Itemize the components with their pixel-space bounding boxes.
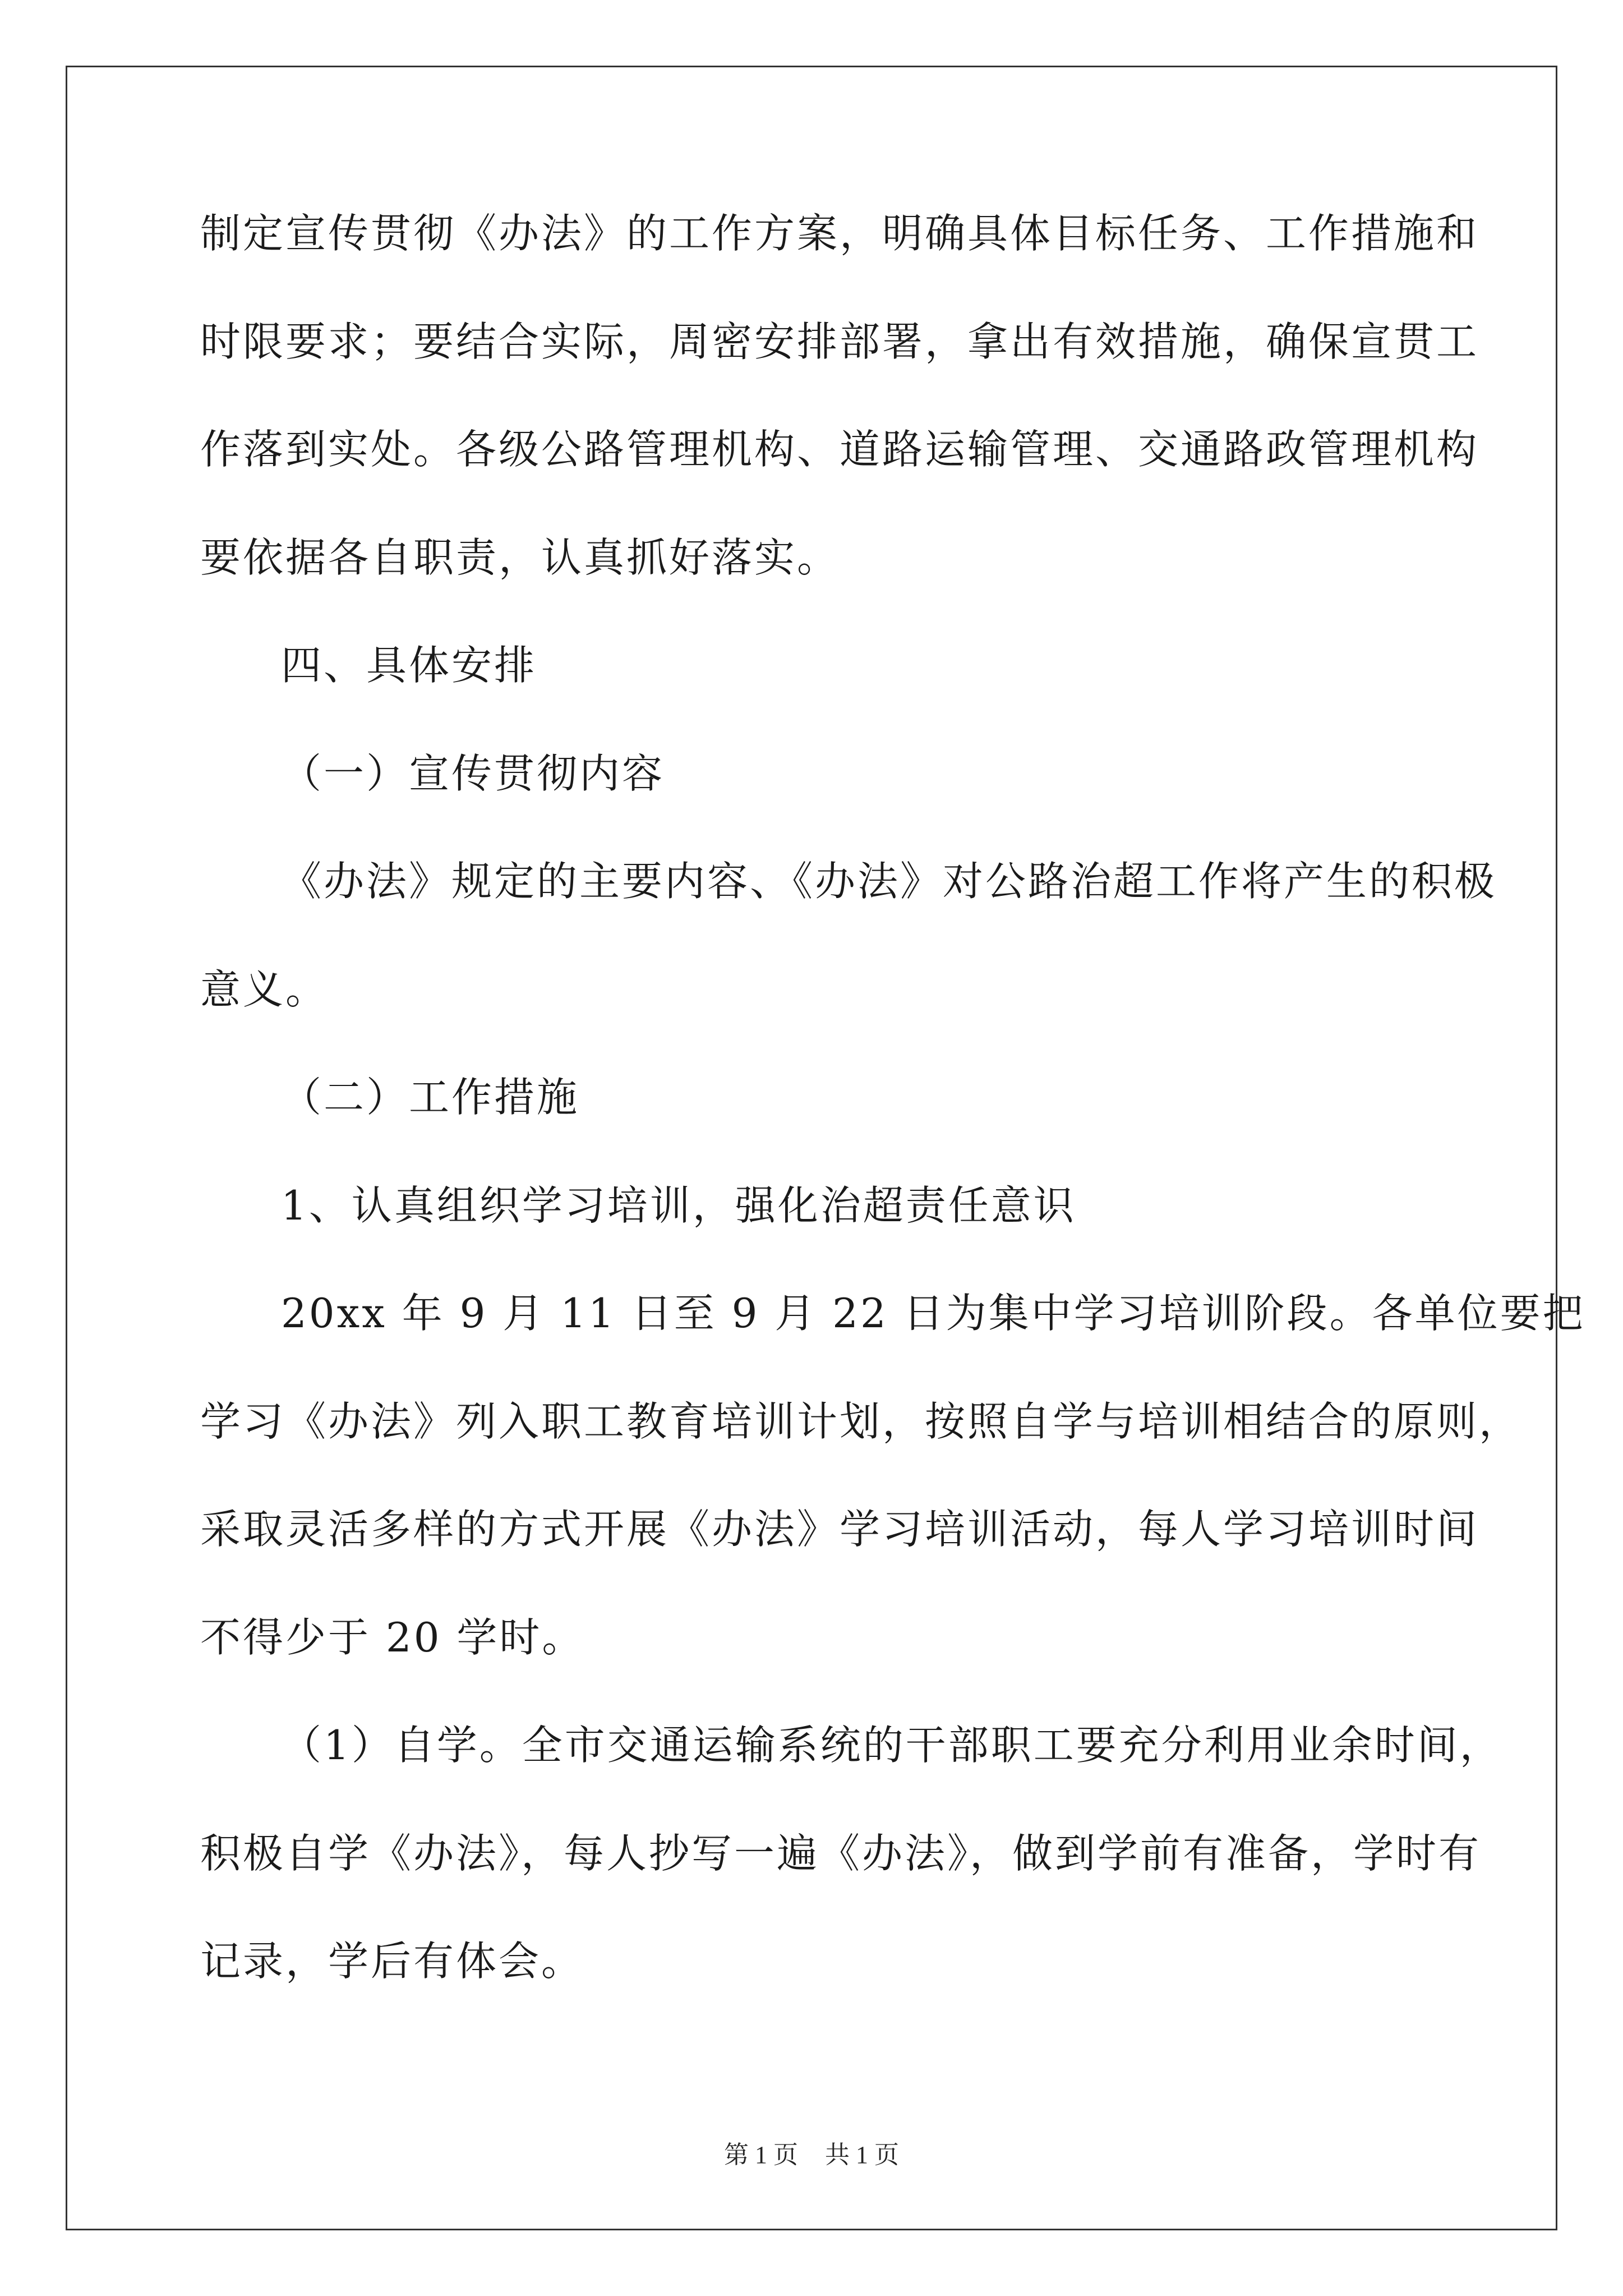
text-line: 积极自学《办法》，每人抄写一遍《办法》，做到学前有准备，学时有 <box>200 1829 1482 1877</box>
text-line: 《办法》规定的主要内容、《办法》对公路治超工作将产生的积极 <box>281 858 1497 905</box>
text-line: 学习《办法》列入职工教育培训计划，按照自学与培训相结合的原则， <box>200 1397 1522 1445</box>
section-heading: 四、具体安排 <box>281 642 537 689</box>
text-line: 不得少于 20 学时。 <box>200 1613 585 1661</box>
page-footer <box>0 2134 1623 2170</box>
text-line: 作落到实处。各级公路管理机构、道路运输管理、交通路政管理机构 <box>200 426 1479 473</box>
page-total: 共 1 页 <box>825 2141 899 2169</box>
text-line: 制定宣传贯彻《办法》的工作方案，明确具体目标任务、工作措施和 <box>200 210 1479 257</box>
text-line: 时限要求；要结合实际，周密安排部署，拿出有效措施，确保宣贯工 <box>200 318 1479 365</box>
item-heading: 1、认真组织学习培训，强化治超责任意识 <box>281 1181 1076 1229</box>
document-body <box>200 210 1585 2049</box>
text-line: 要依据各自职责，认真抓好落实。 <box>200 533 840 581</box>
text-line: （1）自学。全市交通运输系统的干部职工要充分利用业余时间， <box>281 1722 1502 1769</box>
text-line: 采取灵活多样的方式开展《办法》学习培训活动，每人学习培训时间 <box>200 1506 1479 1553</box>
subsection-heading: （二）工作措施 <box>281 1074 580 1121</box>
text-line: 意义。 <box>200 965 329 1013</box>
text-line: 记录，学后有体会。 <box>200 1938 584 1985</box>
subsection-heading: （一）宣传贯彻内容 <box>281 749 665 797</box>
page-number: 第 1 页 <box>724 2141 798 2169</box>
text-line: 20xx 年 9 月 11 日至 9 月 22 日为集中学习培训阶段。各单位要把 <box>281 1290 1585 1337</box>
